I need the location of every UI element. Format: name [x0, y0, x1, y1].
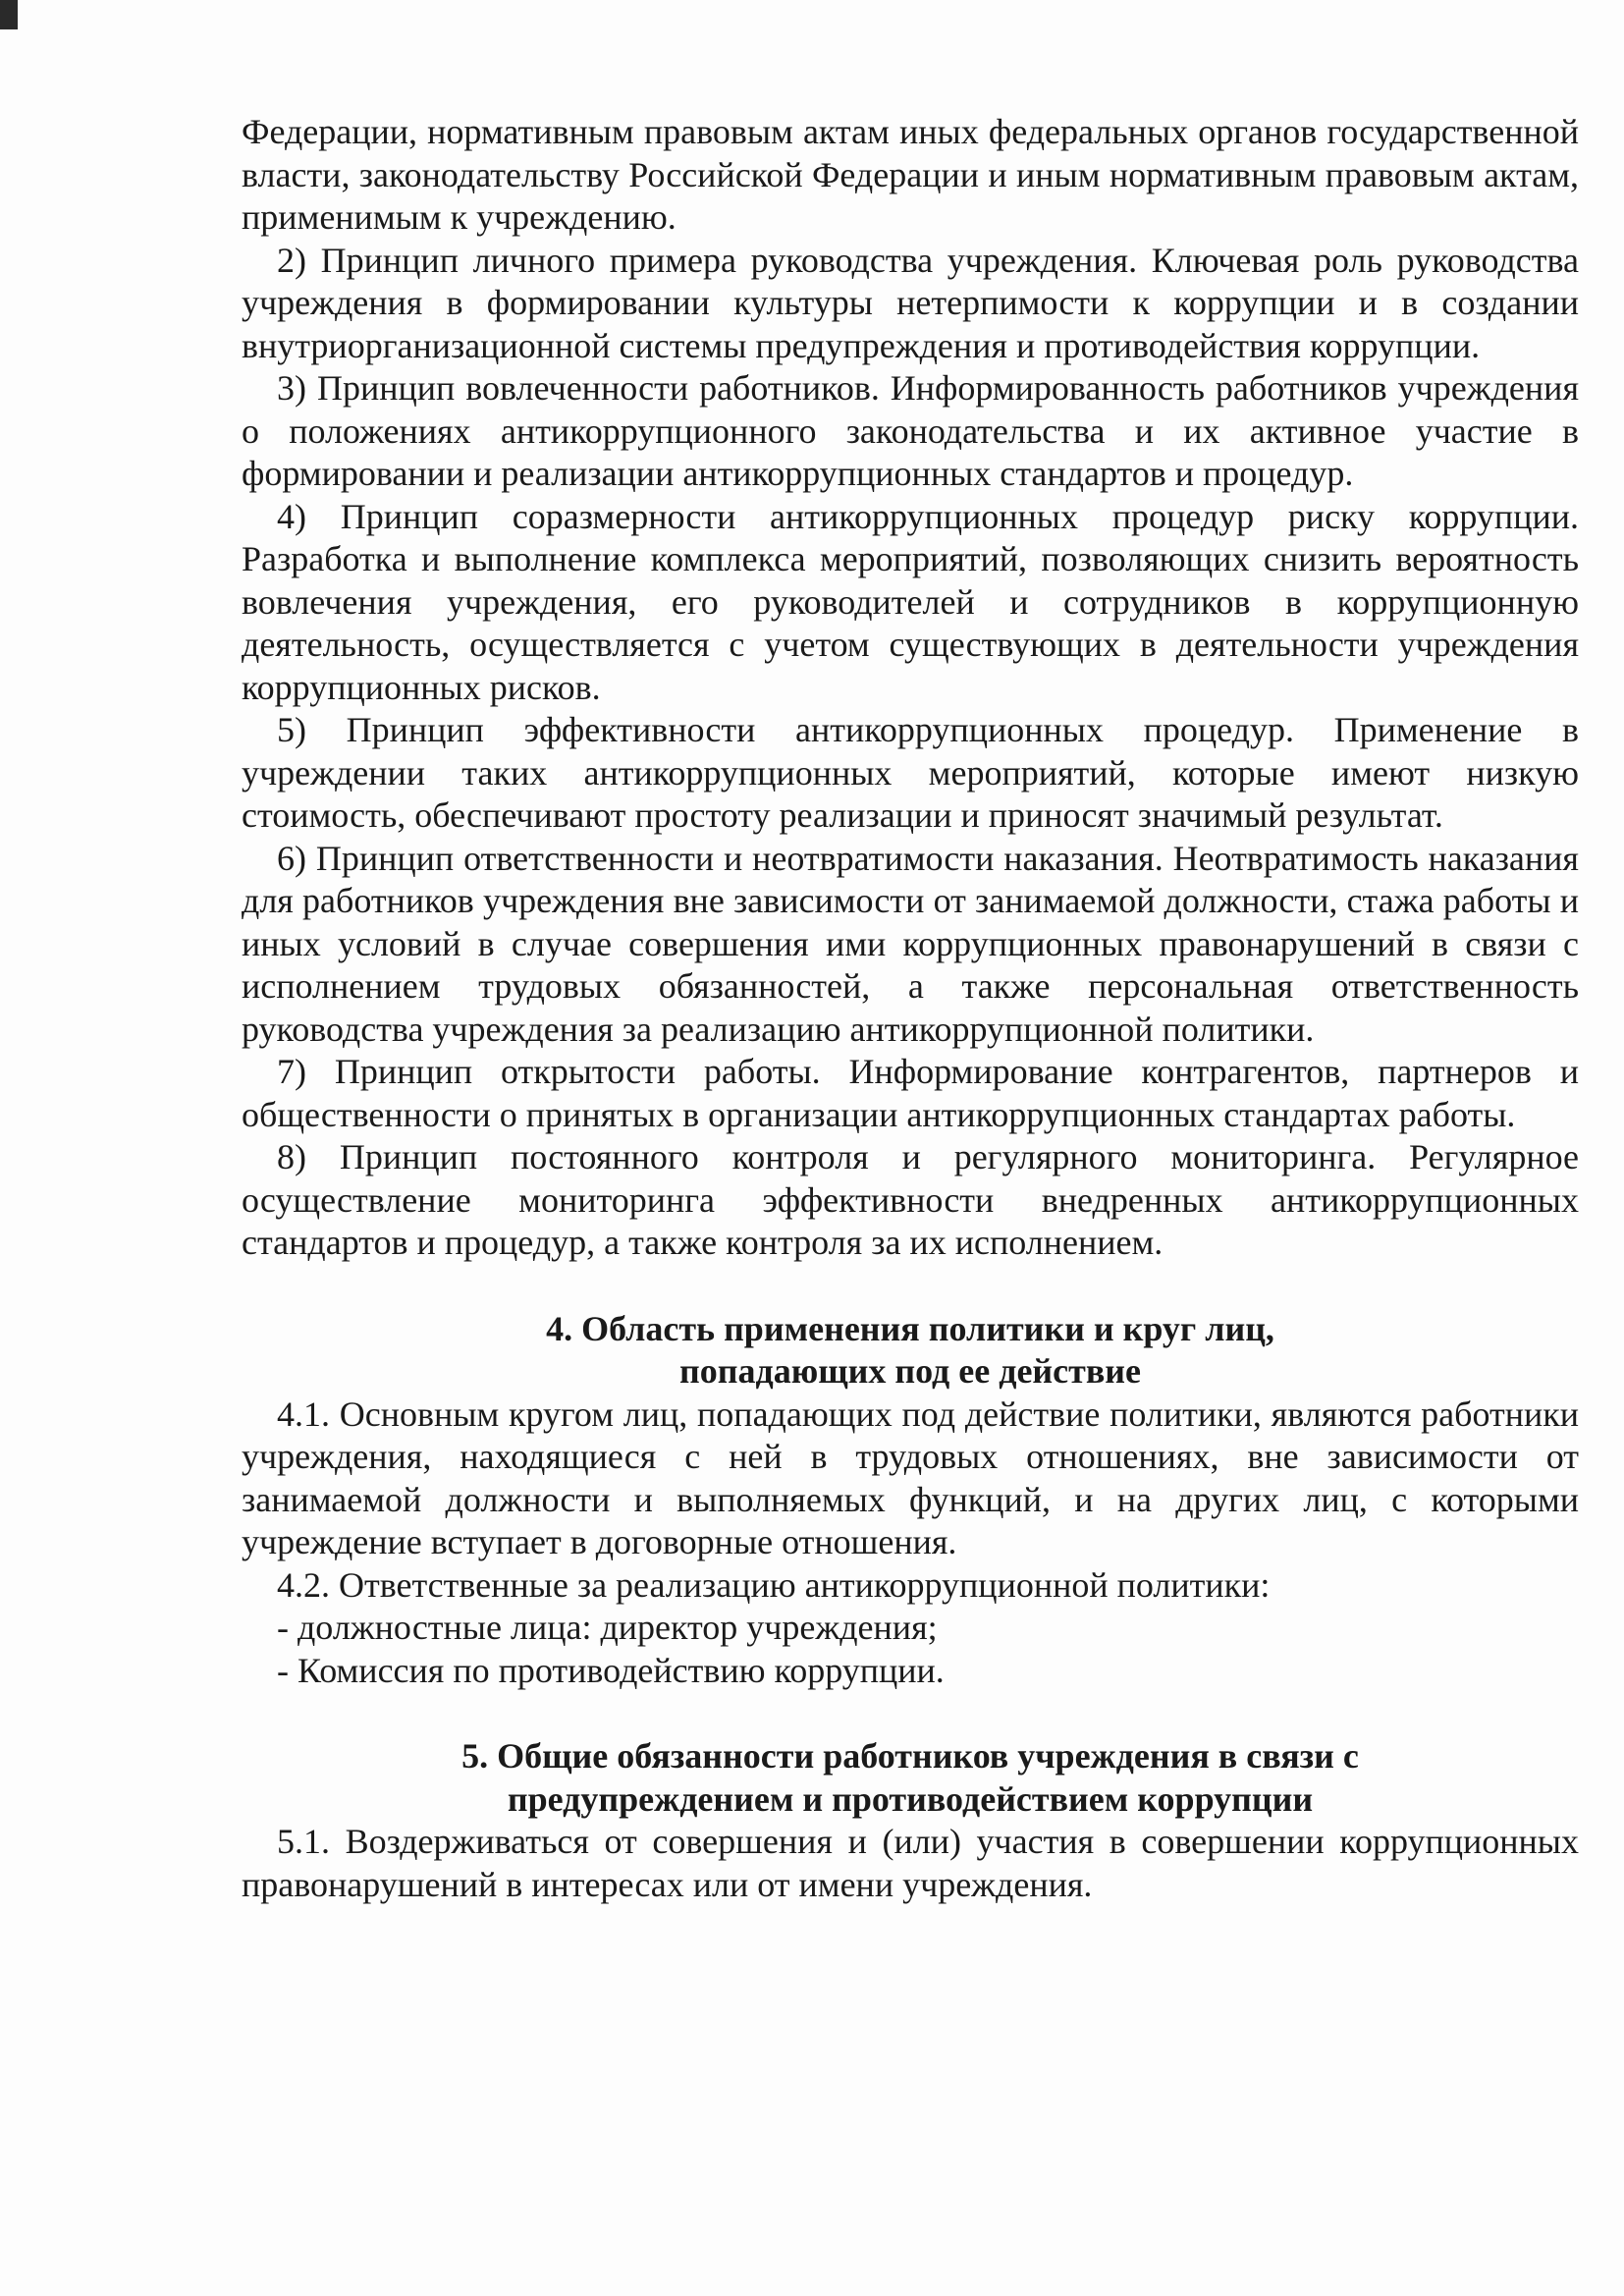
section-4-heading-line-1: 4. Область применения политики и круг лиц, — [546, 1308, 1274, 1348]
section-5 — [242, 1735, 1579, 1906]
paragraph-5-1: 5.1. Воздерживаться от совершения и (или) участия в совершении коррупционных правонарушений в интересах или от имени учреждения. — [242, 1822, 1579, 1904]
list-item-officials: - должностные лица: директор учреждения; — [277, 1608, 938, 1647]
paragraph-principle-5: 5) Принцип эффективности антикоррупционных процедур. Применение в учреждении таких антикоррупционных мероприятий, которые имеют низкую стоимость, обеспечивают простоту реализации и приносят значимый результат. — [242, 710, 1579, 835]
paragraph-4-1: 4.1. Основным кругом лиц, попадающих под действие политики, являются работники учреждения, находящиеся с ней в трудовых отношениях, вне зависимости от занимаемой должности и выполняемых функций, и на других лиц, с которыми учреждение вступает в договорные отношения. — [242, 1394, 1579, 1561]
paragraph-principle-6: 6) Принцип ответственности и неотвратимости наказания. Неотвратимость наказания для работников учреждения вне зависимости от занимаемой должности, стажа работы и иных условий в случае совершения ими коррупционных правонарушений в связи с исполнением трудовых обязанностей, а также персональная ответственность руководства учреждения за реализацию антикоррупционной политики. — [242, 838, 1579, 1049]
paragraph-federation-acts: Федерации, нормативным правовым актам иных федеральных органов государственной власти, законодательству Российской Федерации и иным нормативным правовым актам, применимым к учреждению. — [242, 112, 1579, 237]
section-4 — [242, 1308, 1579, 1693]
paragraph-principle-7: 7) Принцип открытости работы. Информирование контрагентов, партнеров и общественности о принятых в организации антикоррупционных стандартах работы. — [242, 1052, 1579, 1134]
scan-edge-mark — [0, 0, 18, 29]
section-5-heading-line-1: 5. Общие обязанности работников учреждения в связи с — [461, 1736, 1359, 1776]
paragraph-principle-3: 3) Принцип вовлеченности работников. Информированность работников учреждения о положениях антикоррупционного законодательства и их активное участие в формировании и реализации антикоррупционных стандартов и процедур. — [242, 368, 1579, 493]
paragraph-4-2: 4.2. Ответственные за реализацию антикоррупционной политики: — [277, 1564, 1271, 1605]
section-4-heading-line-2: попадающих под ее действие — [679, 1351, 1141, 1391]
section-5-heading-line-2: предупреждением и противодействием коррупции — [507, 1778, 1314, 1819]
paragraph-principle-4: 4) Принцип соразмерности антикоррупционных процедур риску коррупции. Разработка и выполнение комплекса мероприятий, позволяющих снизить вероятность вовлечения учреждения, его руководителей и сотрудников в коррупционную деятельность, осуществляется с учетом существующих в деятельности учреждения коррупционных рисков. — [242, 496, 1579, 707]
list-item-commission: - Комиссия по противодействию коррупции. — [277, 1650, 945, 1690]
paragraph-principle-8: 8) Принцип постоянного контроля и регулярного мониторинга. Регулярное осуществление мониторинга эффективности внедренных антикоррупционных стандартов и процедур, а также контроля за их исполнением. — [242, 1137, 1579, 1262]
document-body — [242, 111, 1579, 1906]
paragraph-principle-2: 2) Принцип личного примера руководства учреждения. Ключевая роль руководства учреждения в формировании культуры нетерпимости к коррупции и в создании внутриорганизационной системы предупреждения и противодействия коррупции. — [242, 240, 1579, 365]
